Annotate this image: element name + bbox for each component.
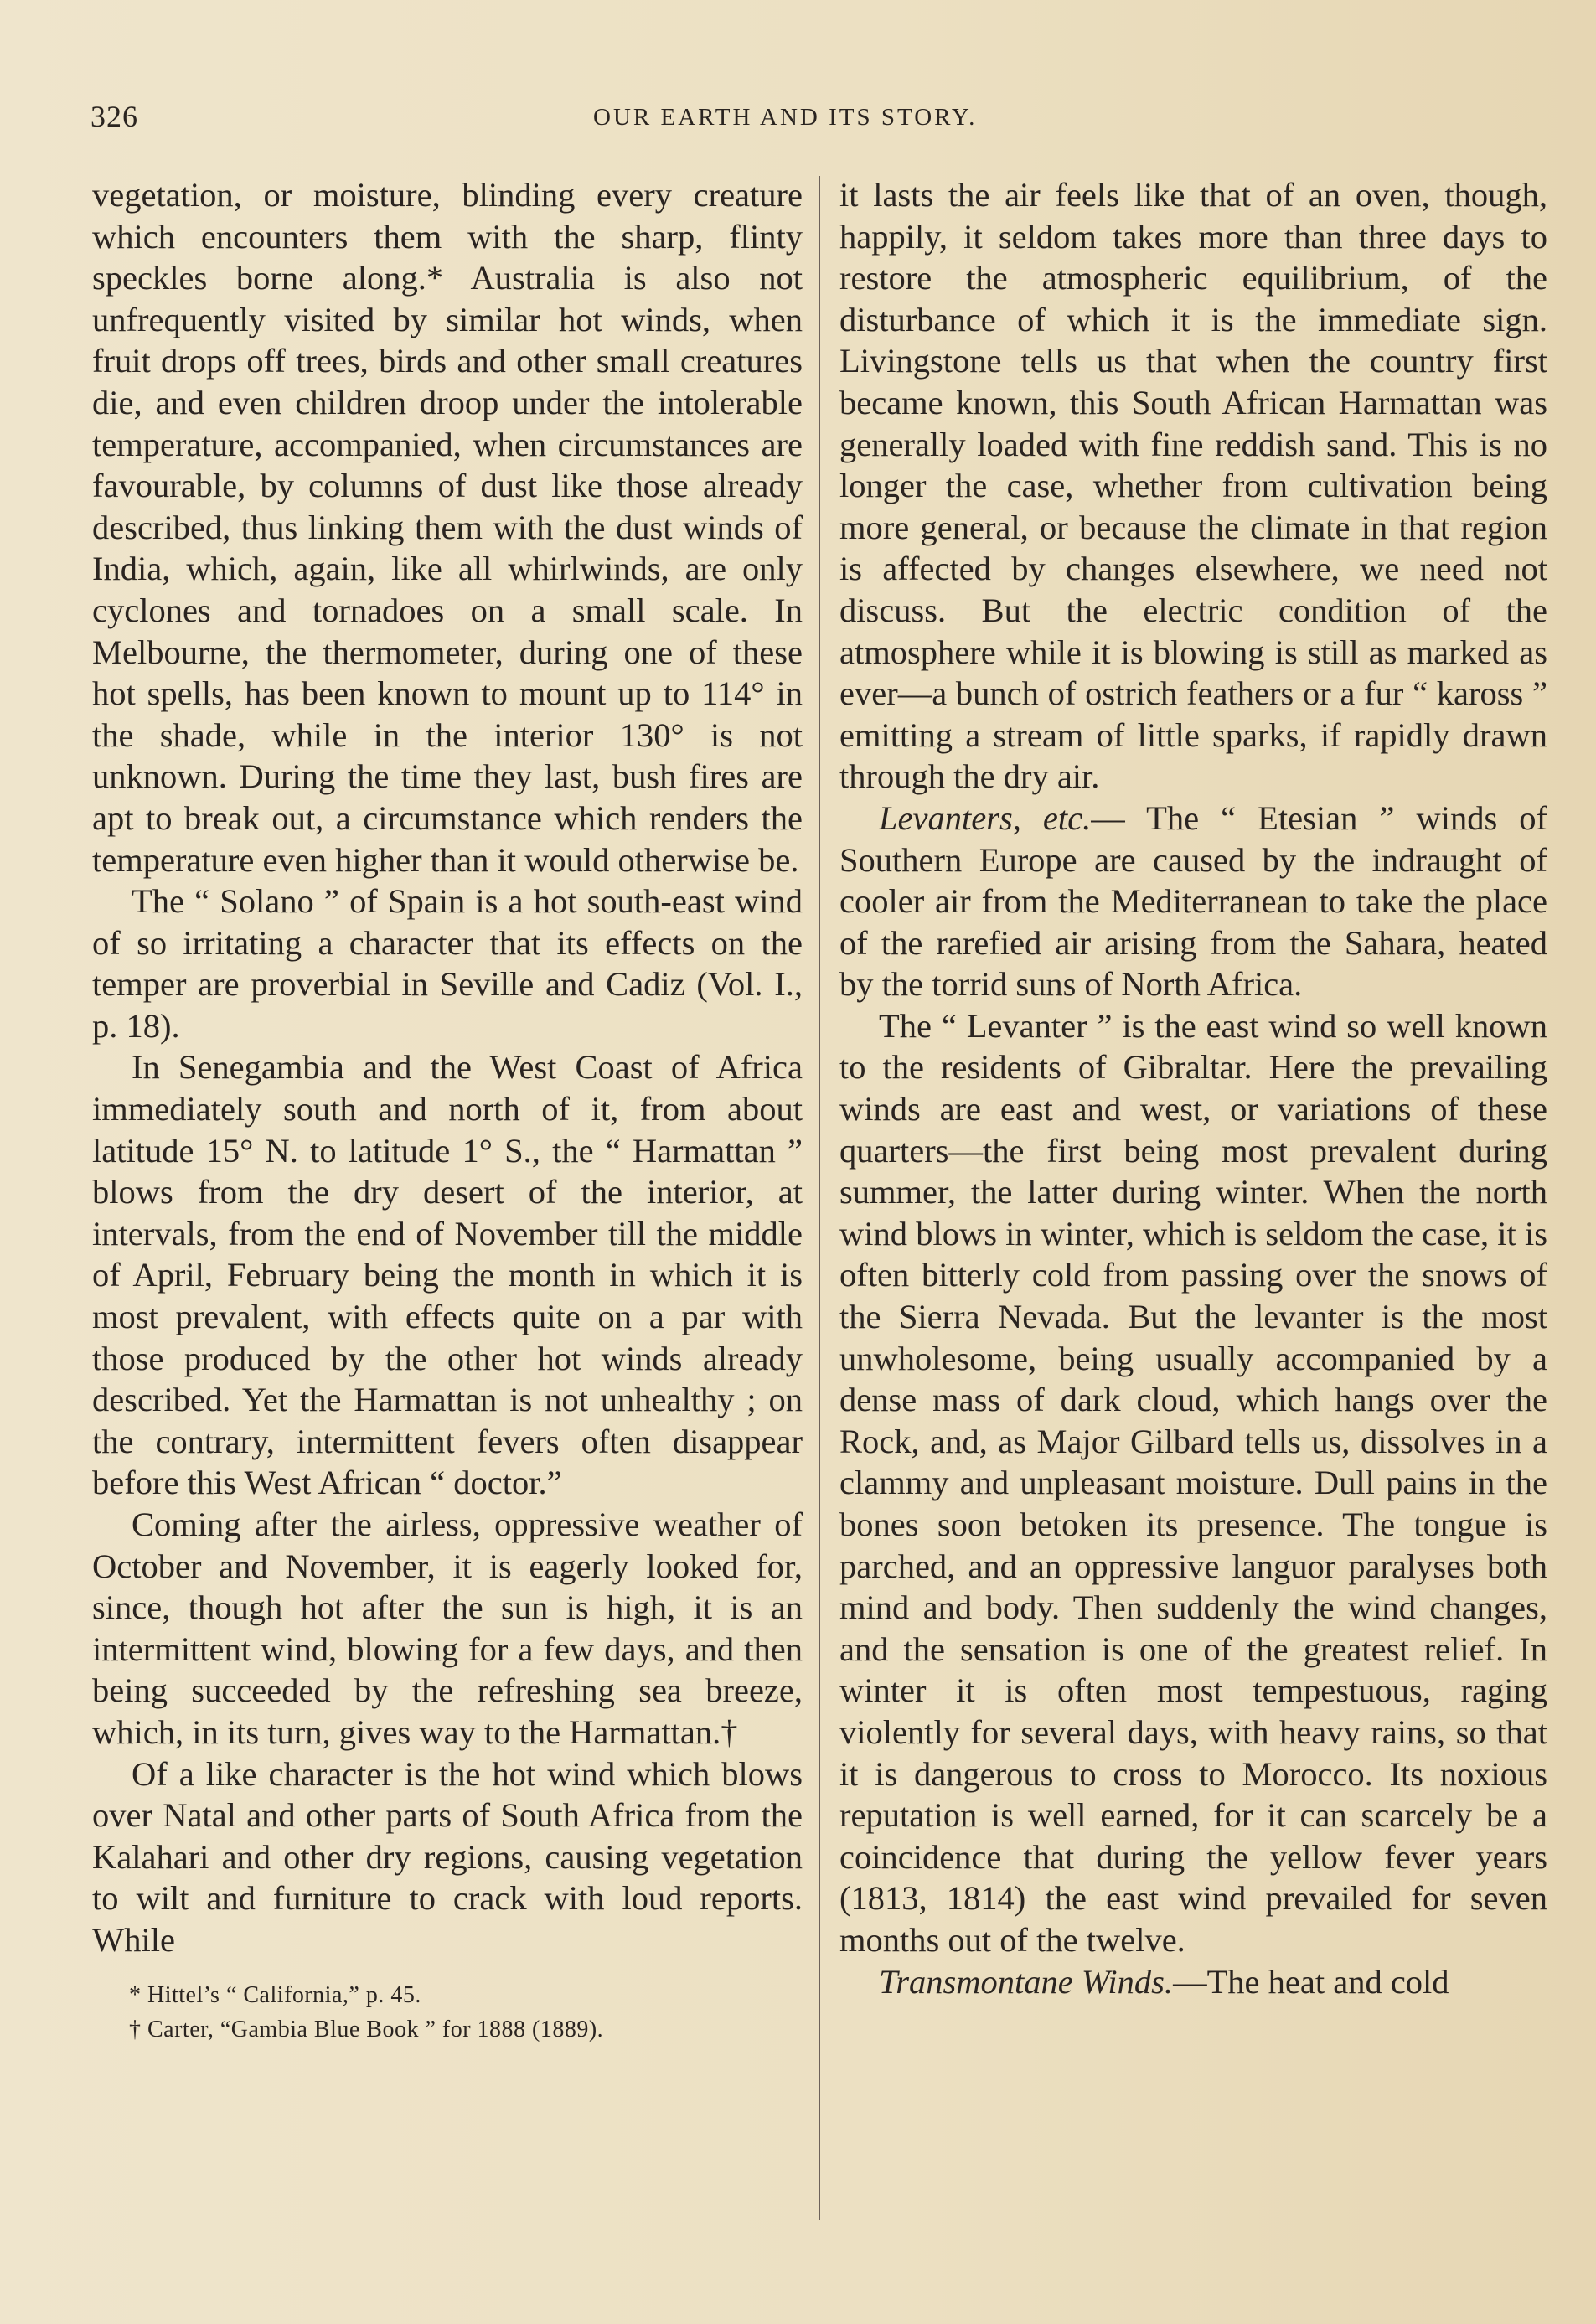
- page-header: [90, 99, 1557, 141]
- paragraph: [839, 798, 1547, 1005]
- footnotes: [92, 1978, 803, 2047]
- running-title: OUR EARTH AND ITS STORY.: [593, 104, 978, 131]
- paragraph: Coming after the airless, oppressive weather of October and November, it is eagerly looked for, since, though hot after the sun is high, it is an intermittent wind, blowing for a few days, and then being succeeded by the refreshing sea breeze, which, in its turn, gives way to the Harmattan.†: [92, 1505, 803, 1751]
- paragraph: In Senegambia and the West Coast of Africa immediately south and north of it, from about latitude 15° N. to latitude 1° S., the “ Harmattan ” blows from the dry desert of the interior, at intervals, from the end of November till the middle of April, February being the month in which it is most prevalent, with effects quite on a par with those produced by the other hot winds already described. Yet the Harmattan is not unhealthy ; on the contrary, intermittent fevers often disappear before this West African “ doctor.”: [92, 1048, 803, 1502]
- paragraph-body: —The heat and cold: [1173, 1962, 1449, 2001]
- paragraph: [839, 1961, 1547, 2003]
- paragraph: The “ Solano ” of Spain is a hot south-east wind of so irritating a character that its effects on the temper are proverbial in Seville and Cadiz (Vol. I., p. 18).: [92, 882, 803, 1045]
- paragraph: vegetation, or moisture, blinding every creature which encounters them with the sharp, flinty speckles borne along.* Australia is also not unfrequently visited by similar hot winds, when fruit drops off trees, birds and other small creatures die, and even children droop under the intolerable temperature, accompanied, when circumstances are favourable, by columns of dust like those already described, thus linking them with the dust winds of India, which, again, like all whirlwinds, are only cyclones and tornadoes on a small scale. In Melbourne, the thermometer, during one of these hot spells, has been known to mount up to 114° in the shade, while in the interior 130° is not unknown. During the time they last, bush fires are apt to break out, a circumstance which renders the temperature even higher than it would otherwise be.: [92, 176, 803, 879]
- footnote: † Carter, “Gambia Blue Book ” for 1888 (1889).: [129, 2016, 604, 2043]
- paragraph: Of a like character is the hot wind which blows over Natal and other parts of South Africa from the Kalahari and other dry regions, causing vegetation to wilt and furniture to crack with loud reports. While: [92, 1754, 803, 1959]
- paragraph-body: — The “ Etesian ” winds of Southern Europe are caused by the indraught of cooler air from the Mediterranean to take the place of the rarefied air arising from the Sahara, heated by the torrid suns of North Africa.: [839, 798, 1548, 1004]
- section-heading: Levanters, etc.: [879, 798, 1092, 837]
- paragraph: The “ Levanter ” is the east wind so well known to the residents of Gibraltar. Here the prevailing winds are east and west, or variations of these quarters—the first being most prevalent during summer, the latter during winter. When the north wind blows in winter, which is seldom the case, it is often bitterly cold from passing over the snows of the Sierra Nevada. But the levanter is the most unwholesome, being usually accompanied by a dense mass of dark cloud, which hangs over the Rock, and, as Major Gilbard tells us, dissolves in a clammy and unpleasant moisture. Dull pains in the bones soon betoken its presence. The tongue is parched, and an oppressive languor paralyses both mind and body. Then suddenly the wind changes, and the sensation is one of the greatest relief. In winter it is often most tempestuous, raging violently for several days, with heavy rains, so that it is dangerous to cross to Morocco. Its noxious reputation is well earned, for it can scarcely be a coincidence that during the yellow fever years (1813, 1814) the east wind prevailed for seven months out of the twelve.: [839, 1006, 1547, 1959]
- page-number: 326: [90, 100, 138, 133]
- column-divider: [819, 176, 820, 2220]
- section-heading: Transmontane Winds.: [879, 1962, 1174, 2001]
- left-column: [92, 174, 803, 2047]
- right-column: [839, 174, 1547, 2002]
- footnote: * Hittel’s “ California,” p. 45.: [129, 1981, 421, 2008]
- paragraph: it lasts the air feels like that of an oven, though, happily, it seldom takes more than three days to restore the atmospheric equilibrium, of the disturbance of which it is the immediate sign. Livingstone tells us that when the country first became known, this South African Harmattan was generally loaded with fine reddish sand. This is no longer the case, whether from cultivation being more general, or because the climate in that region is affected by changes elsewhere, we need not discuss. But the electric condition of the atmosphere while it is blowing is still as marked as ever—a bunch of ostrich feathers or a fur “ kaross ” emitting a stream of little sparks, if rapidly drawn through the dry air.: [839, 176, 1547, 796]
